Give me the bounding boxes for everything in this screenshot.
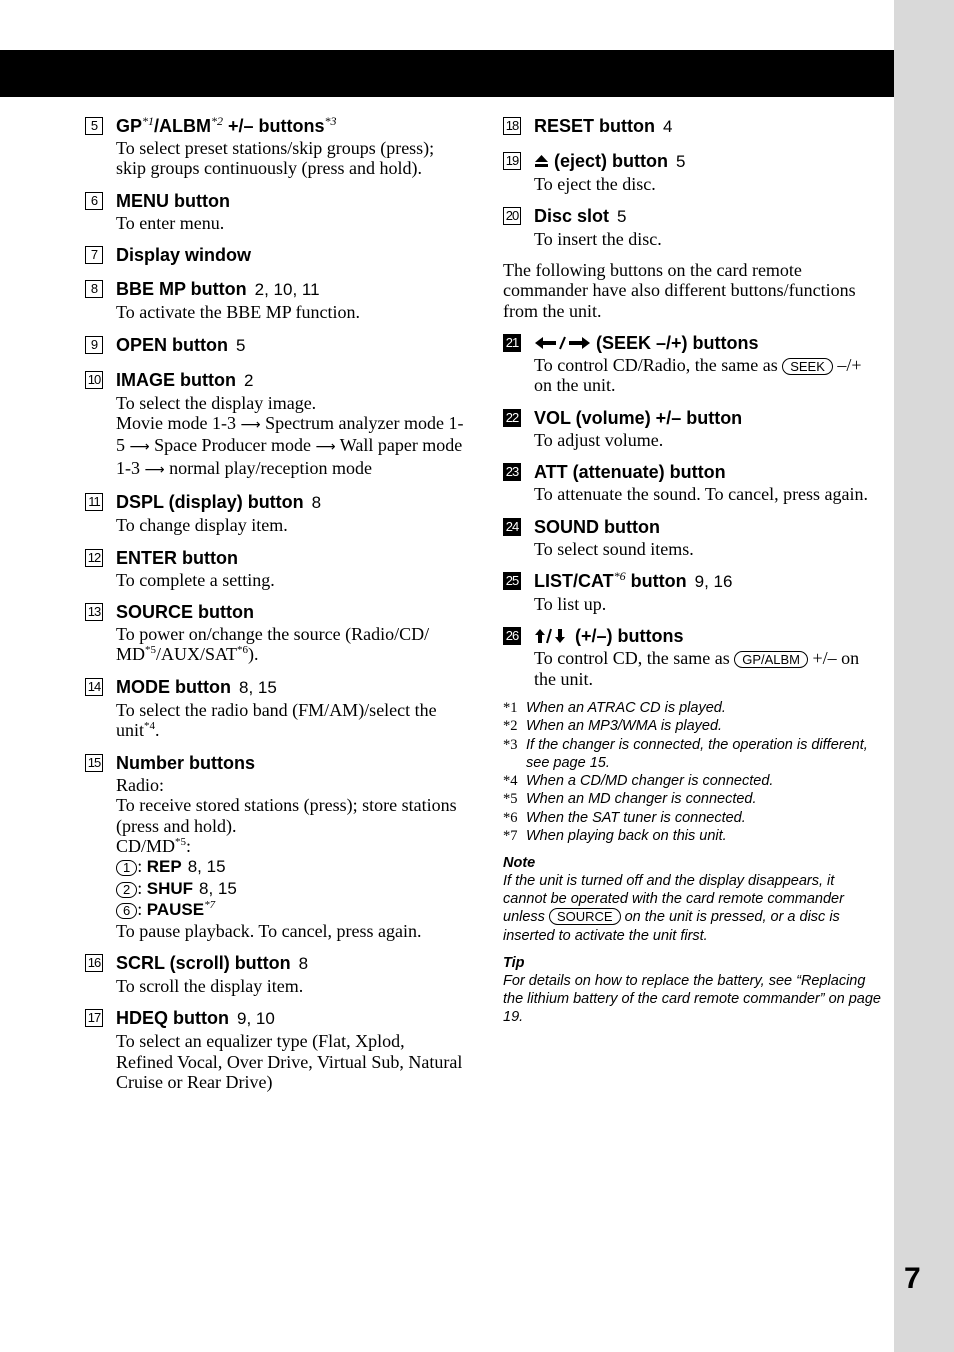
- item-18: [503, 114, 881, 139]
- item-21: [503, 331, 881, 396]
- item-title: BBE MP button 2, 10, 11: [116, 279, 320, 300]
- seek-arrows-icon: [534, 336, 591, 350]
- key-6-icon: 6: [116, 903, 137, 919]
- arrow-right-icon: ⟶: [315, 439, 336, 456]
- arrow-right-icon: ⟶: [144, 461, 165, 478]
- item-number: 25: [503, 572, 521, 590]
- page-reference: 8: [311, 493, 322, 513]
- item-12: [85, 546, 465, 590]
- page-reference: 5: [676, 152, 686, 171]
- item-description: To control CD/Radio, the same as SEEK –/+ on the unit.: [534, 355, 862, 396]
- note-body: If the unit is turned off and the display disappears, it cannot be operated with the card remote commander unless SOURCE on the unit is pressed, or a disc is inserted to activate the unit first.: [503, 872, 844, 944]
- item-description: To complete a setting.: [116, 569, 275, 590]
- item-description: To select preset stations/skip groups (press); skip groups continuously (press and hold).: [116, 138, 435, 179]
- page-number: 7: [904, 1262, 921, 1295]
- item-title: Disc slot 5: [534, 206, 627, 227]
- footnotes: [503, 699, 881, 845]
- tip-body: For details on how to replace the battery, see “Replacing the lithium battery of the card remote commander” on page 19.: [503, 972, 881, 1026]
- item-10: [85, 368, 465, 481]
- item-7: [85, 243, 465, 267]
- item-14: [85, 675, 465, 741]
- item-title: SOUND button: [534, 516, 660, 537]
- footnote: *5 When an MD changer is connected.: [503, 791, 757, 808]
- arrow-right-icon: ⟶: [129, 439, 150, 456]
- page-reference: 2: [243, 370, 254, 390]
- item-25: [503, 569, 881, 614]
- item-16: [85, 951, 465, 996]
- item-title: RESET button 4: [534, 116, 673, 136]
- item-description: To list up.: [534, 594, 607, 615]
- note-title: Note: [503, 854, 536, 871]
- item-description: To change display item.: [116, 515, 288, 536]
- item-number: 16: [85, 954, 103, 972]
- item-number: 18: [503, 117, 521, 135]
- item-24: [503, 515, 881, 559]
- item-description: To adjust volume.: [534, 429, 664, 450]
- item-description: To eject the disc.: [534, 174, 656, 194]
- item-title: IMAGE button 2: [116, 369, 254, 390]
- item-number: 20: [503, 207, 521, 225]
- item-26: [503, 624, 881, 689]
- item-description: To power on/change the source (Radio/CD/ MD$^{*5}$/AUX/SAT$^{*6}$).: [116, 624, 430, 665]
- item-title: (+/–) buttons: [534, 624, 881, 648]
- item-number: 9: [85, 336, 103, 354]
- item-title: MENU button: [116, 190, 230, 211]
- item-number: 23: [503, 463, 521, 481]
- item-title: DSPL (display) button 8: [116, 492, 322, 513]
- item-17: [85, 1006, 465, 1092]
- item-number: 21: [503, 334, 521, 352]
- up-down-arrows-icon: [534, 628, 570, 644]
- item-8: [85, 277, 465, 322]
- footnote: *6 When the SAT tuner is connected.: [503, 809, 746, 826]
- page-reference: 9, 10: [236, 1009, 275, 1029]
- item-title: LIST/CAT$^{*6}$ button 9, 16: [534, 569, 733, 592]
- item-title: SCRL (scroll) button 8: [116, 952, 309, 973]
- remote-intro: The following buttons on the card remote commander have also different buttons/functions from the unit.: [503, 259, 856, 321]
- item-description: To insert the disc.: [534, 229, 662, 250]
- item-description: Radio: To receive stored stations (press); store stations (press and hold). CD/MD$^{*5}$: 1 : REP 8, 15 2 : SHUF 8, 15 6 : PAUSE$^{*7}$ To pause playback. To cancel, press again.: [116, 775, 465, 941]
- item-title: (SEEK –/+) buttons: [534, 331, 881, 355]
- item-description: To enter menu.: [116, 212, 225, 233]
- footnote: *1 When an ATRAC CD is played.: [503, 700, 726, 717]
- item-title: Number buttons: [116, 752, 255, 773]
- item-description: To select an equalizer type (Flat, Xplod, Refined Vocal, Over Drive, Virtual Sub, Natural Cruise or Rear Drive): [116, 1031, 463, 1093]
- right-column: [503, 114, 881, 1026]
- page-reference: 8, 15: [238, 677, 277, 697]
- item-22: [503, 406, 881, 450]
- page-reference: 5: [235, 335, 246, 355]
- item-description: To select sound items.: [534, 538, 694, 559]
- item-number: 15: [85, 754, 103, 772]
- item-title: Display window: [116, 245, 252, 266]
- item-13: [85, 600, 465, 665]
- item-number: 10: [85, 371, 103, 389]
- item-number: 17: [85, 1009, 103, 1027]
- key-rep-line: 1 : REP 8, 15: [116, 856, 465, 877]
- item-title: SOURCE button: [116, 602, 254, 623]
- page-margin-tab: [894, 0, 954, 1352]
- page-reference: 8: [298, 953, 309, 973]
- item-19: [503, 149, 881, 194]
- item-number: 14: [85, 678, 103, 696]
- item-description: To attenuate the sound. To cancel, press again.: [534, 484, 869, 505]
- key-2-icon: 2: [116, 882, 137, 898]
- item-number: 7: [85, 246, 103, 264]
- footnote: *3 If the changer is connected, the operation is different, see page 15.: [503, 736, 868, 771]
- page-reference: 9, 16: [694, 572, 733, 592]
- footnote: *4 When a CD/MD changer is connected.: [503, 773, 774, 790]
- source-key-label: SOURCE: [549, 908, 621, 925]
- item-title: (eject) button 5: [534, 149, 881, 174]
- item-title: HDEQ button 9, 10: [116, 1008, 275, 1029]
- item-23: [503, 460, 881, 504]
- item-6: [85, 189, 465, 233]
- item-title: OPEN button 5: [116, 334, 246, 355]
- item-number: 24: [503, 518, 521, 536]
- item-11: [85, 490, 465, 535]
- key-1-icon: 1: [116, 860, 137, 876]
- footnote: *7 When playing back on this unit.: [503, 827, 727, 844]
- page-reference: 4: [662, 117, 673, 136]
- seek-key-label: SEEK: [782, 358, 833, 375]
- item-title: ATT (attenuate) button: [534, 462, 726, 483]
- page-reference: 5: [617, 207, 627, 227]
- item-9: [85, 333, 465, 358]
- key-pause-line: 6 : PAUSE$^{*7}$: [116, 899, 465, 920]
- item-5: [85, 114, 465, 179]
- item-title: MODE button 8, 15: [116, 676, 277, 697]
- tip-title: Tip: [503, 954, 525, 971]
- gp-albm-key-label: GP/ALBM: [734, 651, 808, 668]
- item-description: To control CD, the same as GP/ALBM +/– on the unit.: [534, 648, 860, 689]
- item-number: 6: [85, 192, 103, 210]
- item-description: To activate the BBE MP function.: [116, 302, 361, 323]
- eject-icon: [534, 154, 549, 168]
- item-number: 13: [85, 603, 103, 621]
- item-number: 26: [503, 627, 521, 645]
- key-shuf-line: 2 : SHUF 8, 15: [116, 878, 465, 899]
- item-description: To scroll the display item.: [116, 975, 304, 996]
- item-number: 5: [85, 117, 103, 135]
- item-number: 22: [503, 409, 521, 427]
- item-15: [85, 751, 465, 941]
- item-number: 11: [85, 493, 103, 511]
- item-title: VOL (volume) +/– button: [534, 407, 743, 428]
- item-number: 12: [85, 549, 103, 567]
- page-reference: 2, 10, 11: [254, 280, 320, 300]
- item-title: ENTER button: [116, 547, 238, 568]
- item-20: [503, 204, 881, 249]
- header-bar: [0, 50, 894, 97]
- item-description: To select the radio band (FM/AM)/select the unit$^{*4}$.: [116, 699, 437, 741]
- item-number: 19: [503, 152, 521, 170]
- footnote: *2 When an MP3/WMA is played.: [503, 718, 723, 735]
- left-column: [85, 114, 465, 1103]
- arrow-right-icon: ⟶: [240, 417, 261, 434]
- item-description: To select the display image. Movie mode 1-3 ⟶ Spectrum analyzer mode 1-5 ⟶ Space Producer mode ⟶ Wall paper mode 1-3 ⟶ normal play/reception mode: [116, 392, 464, 478]
- item-number: 8: [85, 280, 103, 298]
- item-title: $GP^{*1}/ALBM^{*2}$ +/– buttons$^{*3}$: [116, 114, 337, 136]
